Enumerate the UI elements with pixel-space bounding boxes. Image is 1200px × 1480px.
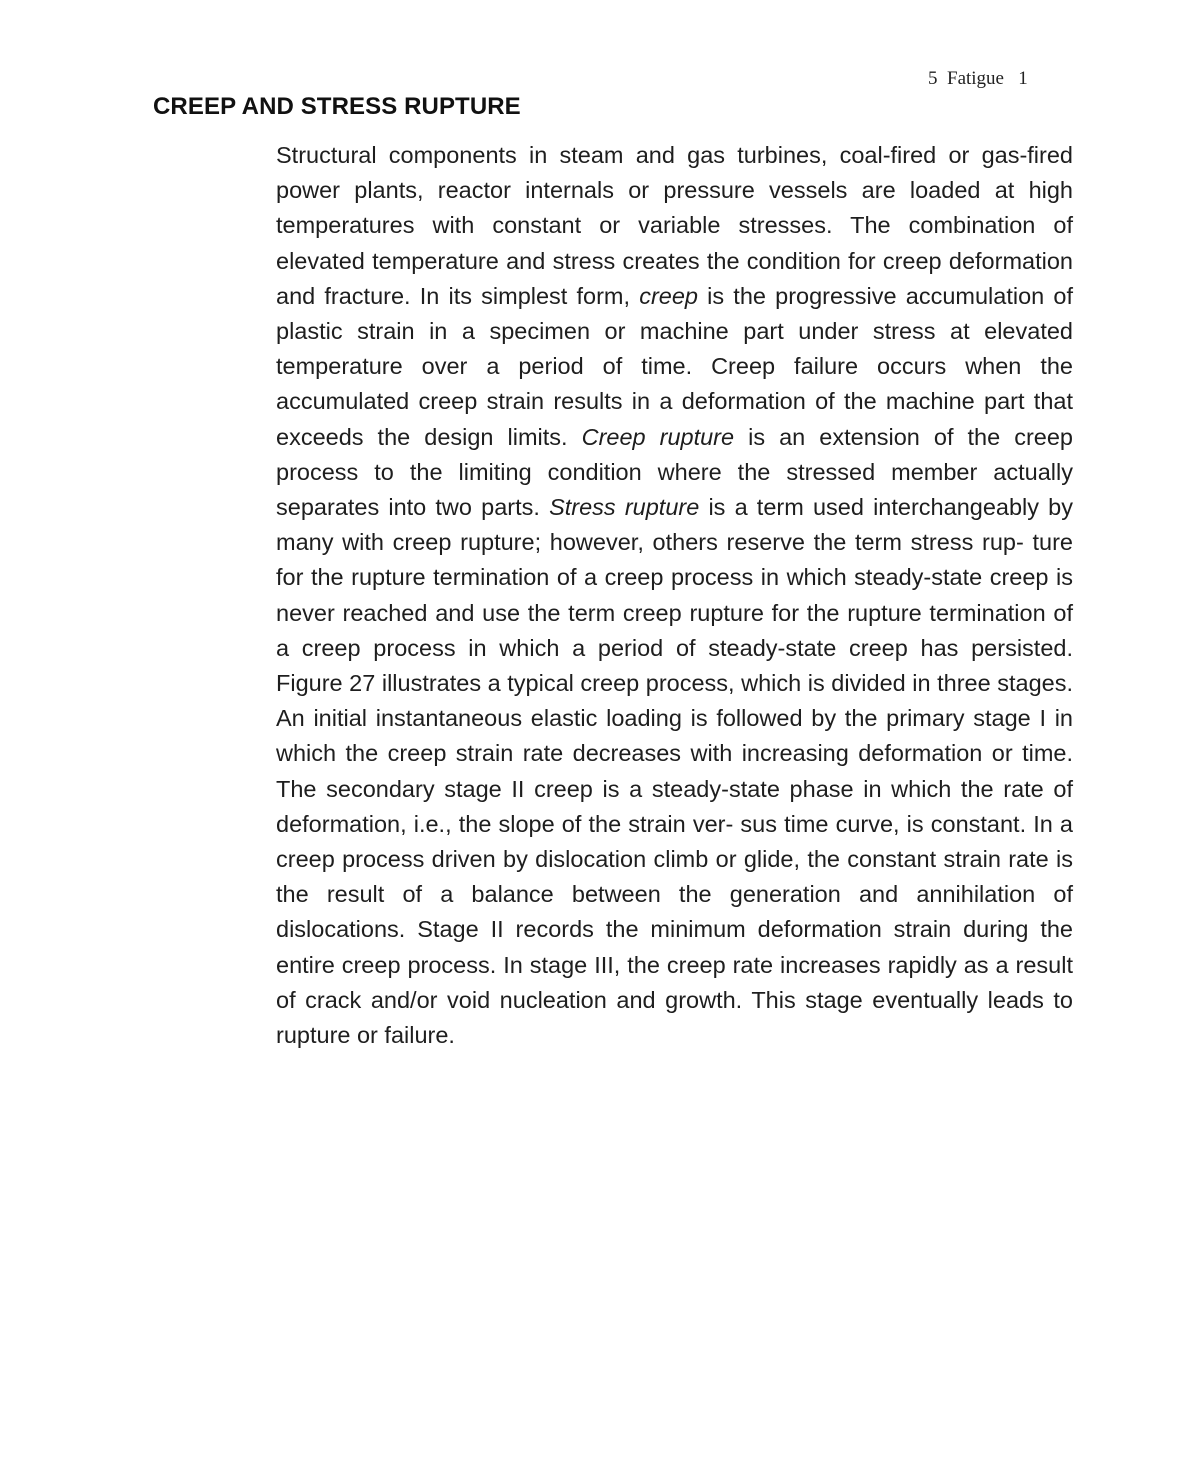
- paragraph-text-segment: Structural components in steam and gas turbines, coal-fired or gas-fired power plants, reactor internals or pressure vessels are loaded at high temperatures with constant or variable stresses. The combination of elevated temperature and stress creates the condition for creep deformation and fracture. In its simplest form,: [276, 142, 1073, 309]
- paragraph-text-segment: is a term used interchangeably by many with creep rupture; however, others reserve the term stress rup- ture for the rupture termination of a creep process in which steady-state creep is never reached and use the term creep rupture for the rupture termination of a creep process in which a period of steady-state creep has persisted. Figure 27 illustrates a typical creep process, which is divided in three stages. An initial instantaneous elastic loading is followed by the primary stage I in which the creep strain rate decreases with increasing deformation or time. The secondary stage II creep is a steady-state phase in which the rate of deformation, i.e., the slope of the strain ver- sus time curve, is constant. In a creep process driven by dislocation climb or glide, the constant strain rate is the result of a balance between the generation and annihilation of dislocations. Stage II records the minimum deformation strain during the entire creep process. In stage III, the creep rate increases rapidly as a result of crack and/or void nucleation and growth. This stage eventually leads to rupture or failure.: [276, 494, 1073, 1049]
- term-creep: creep: [639, 282, 698, 309]
- term-creep-rupture: Creep rupture: [581, 423, 735, 450]
- running-header: 5 Fatigue 1: [928, 68, 1028, 89]
- term-stress-rupture: Stress rupture: [549, 494, 700, 521]
- body-paragraph: [276, 138, 1073, 1053]
- paragraph-text-segment: is the progressive accumulation of plastic strain in a specimen or machine part under stress at elevated temperature over a period of time. Creep failure occurs when the accumulated creep strain results in a deformation of the machine part that exceeds the design limits.: [276, 282, 1073, 450]
- section-title: CREEP AND STRESS RUPTURE: [153, 93, 521, 120]
- paragraph-text-segment: is an extension of the creep process to the limiting condition where the stressed member actually separates into two parts.: [276, 423, 1074, 521]
